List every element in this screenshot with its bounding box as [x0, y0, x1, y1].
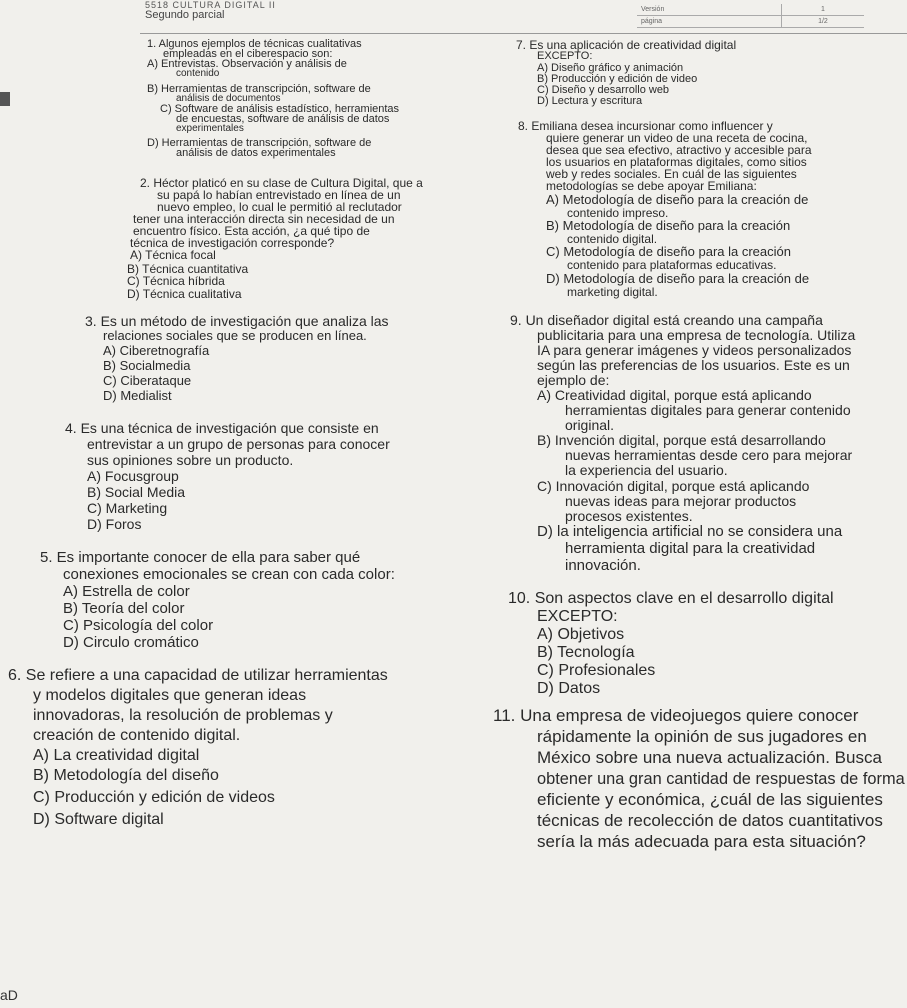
question-line: herramienta digital para la creatividad	[565, 540, 816, 557]
question-line: contenido impreso.	[567, 206, 669, 220]
question-line: A) Técnica focal	[130, 248, 216, 262]
question-line: IA para generar imágenes y videos personalizados	[537, 342, 852, 358]
question-line: D) Software digital	[33, 811, 164, 828]
question-line: D) Circulo cromático	[63, 634, 199, 651]
question-line: publicitaria para una empresa de tecnología. Utiliza	[537, 327, 856, 343]
page-label: página	[637, 16, 781, 28]
question-line: la experiencia del usuario.	[565, 462, 728, 478]
question-line: nuevo empleo, lo cual le permitió al reclutador	[157, 200, 402, 214]
question-line: herramientas digitales para generar contenido	[565, 402, 851, 418]
question-line: y modelos digitales que generan ideas	[33, 687, 307, 704]
header-divider	[140, 33, 907, 34]
question-line: desea que sea efectivo, atractivo y accesible para	[546, 143, 812, 157]
question-line: EXCEPTO:	[537, 608, 618, 625]
question-line: D) la inteligencia artificial no se considera una	[537, 523, 843, 540]
question-line: nuevas herramientas desde cero para mejorar	[565, 447, 853, 463]
question-line: C) Técnica híbrida	[127, 274, 225, 288]
question-line: técnicas de recolección de datos cuantitativos	[537, 811, 883, 830]
question-line: 7. Es una aplicación de creatividad digital	[516, 38, 737, 52]
question-line: B) Tecnología	[537, 644, 635, 661]
question-line: C) Profesionales	[537, 662, 656, 679]
margin-mark	[0, 92, 10, 106]
question-line: A) Objetivos	[537, 626, 625, 643]
question-line: B) Producción y edición de video	[537, 73, 698, 85]
question-line: A) La creatividad digital	[33, 747, 200, 764]
question-line: 1. Algunos ejemplos de técnicas cualitativas	[147, 38, 362, 50]
question-line: análisis de datos experimentales	[176, 147, 336, 159]
question-line: conexiones emocionales se crean con cada color:	[63, 566, 395, 583]
question-line: nuevas ideas para mejorar productos	[565, 493, 797, 509]
question-line: tener una interacción directa sin necesidad de un	[133, 212, 395, 226]
question-line: de encuestas, software de análisis de datos	[176, 113, 390, 125]
question-line: C) Ciberataque	[103, 373, 192, 388]
question-line: B) Teoría del color	[63, 600, 185, 617]
question-line: EXCEPTO:	[537, 50, 593, 62]
version-label: Versión	[637, 4, 781, 16]
question-line: D) Datos	[537, 680, 601, 697]
question-line: procesos existentes.	[565, 508, 693, 524]
question-line: obtener una gran cantidad de respuestas de forma	[537, 769, 905, 788]
question-line: marketing digital.	[567, 285, 658, 299]
question-line: C) Software de análisis estadístico, herramientas	[160, 103, 400, 115]
question-line: C) Producción y edición de videos	[33, 789, 275, 806]
course-code: 5518 CULTURA DIGITAL II	[145, 0, 276, 10]
question-line: análisis de documentos	[176, 93, 281, 104]
question-line: B) Metodología del diseño	[33, 767, 219, 784]
question-line: A) Estrella de color	[63, 583, 190, 600]
question-line: B) Metodología de diseño para la creación	[546, 218, 791, 233]
question-line: D) Metodología de diseño para la creación de	[546, 271, 810, 286]
question-line: A) Metodología de diseño para la creación de	[546, 192, 809, 207]
version-value: 1	[781, 4, 864, 16]
question-line: contenido digital.	[567, 232, 658, 246]
question-line: 6. Se refiere a una capacidad de utilizar herramientas	[8, 667, 388, 684]
question-line: 11. Una empresa de videojuegos quiere conocer	[493, 706, 859, 725]
question-line: innovación.	[565, 557, 641, 574]
exam-subtitle: Segundo parcial	[145, 9, 225, 21]
question-line: C) Marketing	[87, 500, 168, 516]
question-line: B) Invención digital, porque está desarrollando	[537, 432, 826, 448]
question-line: D) Herramientas de transcripción, software de	[147, 137, 372, 149]
question-line: D) Técnica cualitativa	[127, 287, 242, 301]
question-line: D) Medialist	[103, 388, 172, 403]
question-line: encuentro físico. Esta acción, ¿a qué tipo de	[133, 224, 370, 238]
question-line: 9. Un diseñador digital está creando una campaña	[510, 312, 823, 328]
question-line: empleadas en el ciberespacio son:	[163, 48, 333, 60]
question-line: 10. Son aspectos clave en el desarrollo digital	[508, 590, 834, 607]
question-line: quiere generar un video de una receta de cocina,	[546, 131, 808, 145]
question-line: 8. Emiliana desea incursionar como influencer y	[518, 119, 773, 133]
question-line: técnica de investigación corresponde?	[130, 236, 335, 250]
question-line: según las preferencias de los usuarios. Este es un	[537, 357, 850, 373]
version-table	[637, 4, 864, 28]
question-line: contenido para plataformas educativas.	[567, 258, 777, 272]
question-line: B) Social Media	[87, 484, 186, 500]
question-line: web y redes sociales. En cuál de las siguientes	[546, 167, 797, 181]
question-line: C) Psicología del color	[63, 617, 214, 634]
question-line: B) Herramientas de transcripción, software de	[147, 83, 371, 95]
page-value: 1/2	[781, 16, 864, 28]
question-line: México sobre una nueva actualización. Busca	[537, 748, 882, 767]
question-line: eficiente y económica, ¿cuál de las siguientes	[537, 790, 883, 809]
question-line: 4. Es una técnica de investigación que consiste en	[65, 420, 379, 436]
question-line: 3. Es un método de investigación que analiza las	[85, 313, 389, 329]
question-line: B) Técnica cuantitativa	[127, 262, 249, 276]
question-line: creación de contenido digital.	[33, 727, 241, 744]
question-line: A) Ciberetnografía	[103, 343, 210, 358]
question-line: entrevistar a un grupo de personas para conocer	[87, 436, 390, 452]
question-line: experimentales	[176, 123, 244, 134]
question-line: original.	[565, 417, 615, 433]
question-line: B) Socialmedia	[103, 358, 191, 373]
question-line: relaciones sociales que se producen en línea.	[103, 328, 367, 343]
question-line: C) Innovación digital, porque está aplicando	[537, 478, 810, 494]
question-line: innovadoras, la resolución de problemas y	[33, 707, 333, 724]
question-line: ejemplo de:	[537, 372, 610, 388]
question-line: contenido	[176, 68, 220, 79]
question-line: A) Diseño gráfico y animación	[537, 62, 684, 74]
question-line: D) Lectura y escritura	[537, 95, 643, 107]
question-line: A) Creatividad digital, porque está aplicando	[537, 387, 812, 403]
footer-text: aD	[0, 987, 18, 1003]
question-line: sería la más adecuada para esta situación?	[537, 832, 866, 851]
question-line: C) Metodología de diseño para la creación	[546, 244, 791, 259]
question-line: los usuarios en plataformas digitales, como sitios	[546, 155, 807, 169]
question-line: sus opiniones sobre un producto.	[87, 452, 294, 468]
question-line: 2. Héctor platicó en su clase de Cultura Digital, que a	[140, 176, 423, 190]
question-line: 5. Es importante conocer de ella para saber qué	[40, 549, 361, 566]
question-line: metodologías se debe apoyar Emiliana:	[546, 179, 757, 193]
question-line: A) Entrevistas. Observación y análisis de	[147, 58, 347, 70]
question-line: D) Foros	[87, 516, 142, 532]
question-line: rápidamente la opinión de sus jugadores en	[537, 727, 867, 746]
question-line: C) Diseño y desarrollo web	[537, 84, 670, 96]
question-line: A) Focusgroup	[87, 468, 179, 484]
question-line: su papá lo habían entrevistado en línea de un	[157, 188, 401, 202]
